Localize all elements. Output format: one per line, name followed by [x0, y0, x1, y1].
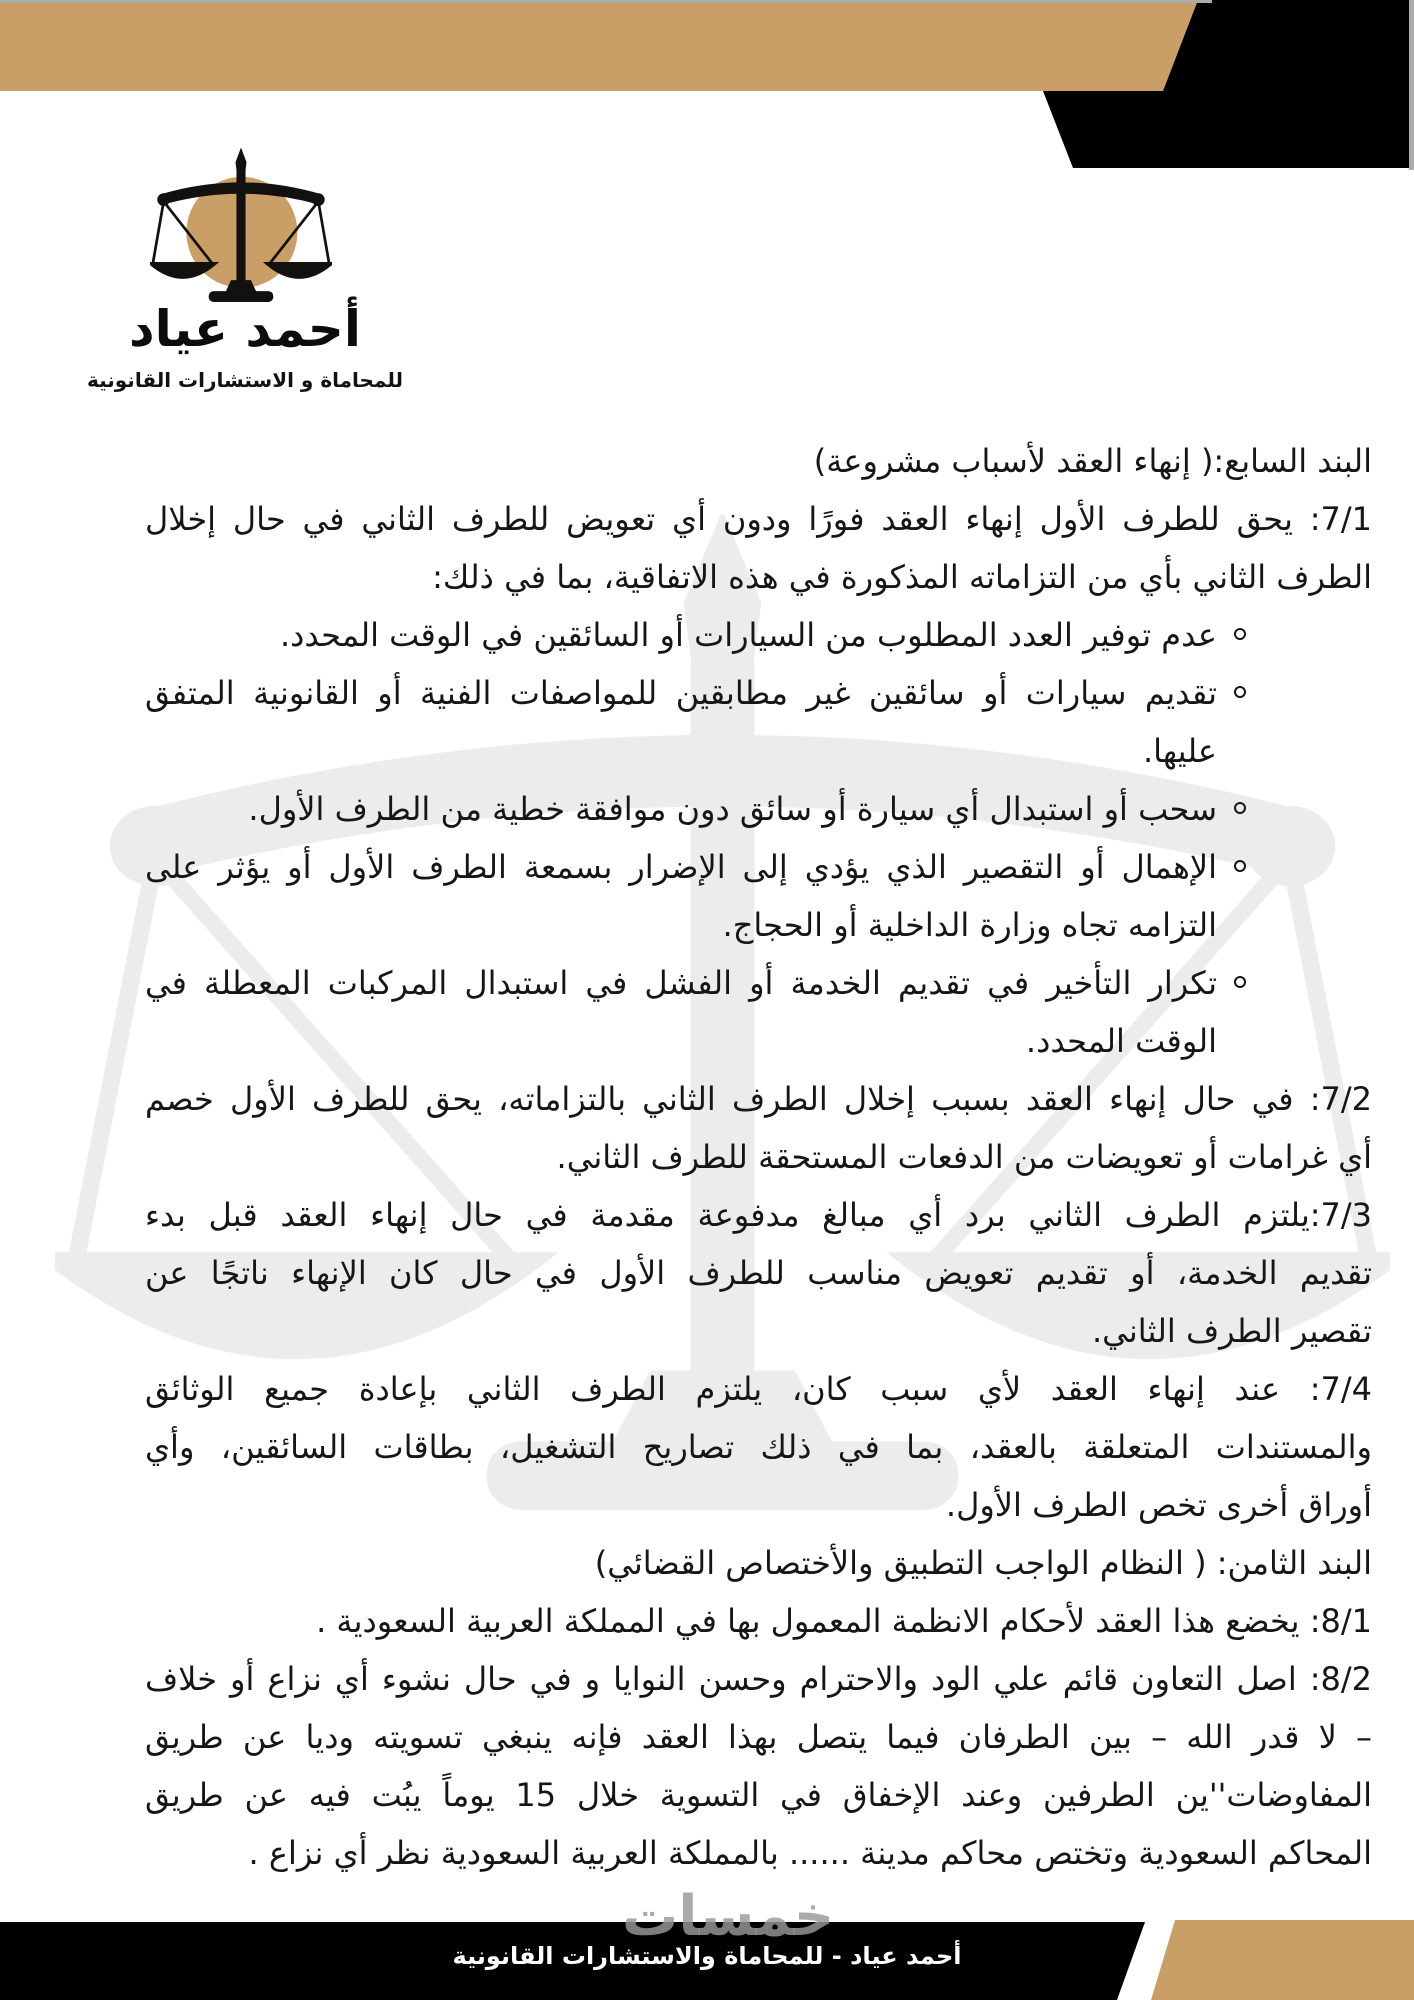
page-top-edge [0, 0, 1212, 3]
line-text: والمستندات المتعلقة بالعقد، بما في ذلك تصاريح التشغيل، بطاقات السائقين، وأي [145, 1428, 1372, 1466]
clause-text-line [145, 1824, 1372, 1882]
bullet-line [145, 838, 1372, 896]
bullet-continuation-line [145, 1012, 1372, 1070]
footer-firm-line: أحمد عياد - للمحاماة والاستشارات القانونية [452, 1942, 962, 1970]
clause-heading-line [145, 432, 1372, 490]
page-right-edge [1409, 0, 1414, 170]
line-text: 7/1: يحق للطرف الأول إنهاء العقد فورًا ودون أي تعويض للطرف الثاني في حال إخلال [145, 500, 1372, 538]
line-text: التزامه تجاه وزارة الداخلية أو الحجاج. [722, 906, 1217, 944]
line-text: الطرف الثاني بأي من التزاماته المذكورة في هذه الاتفاقية، بما في ذلك: [432, 558, 1372, 596]
line-text: 8/1: يخضع هذا العقد لأحكام الانظمة المعمول بها في المملكة العربية السعودية . [316, 1602, 1372, 1640]
bullet-line [145, 664, 1372, 722]
clause-heading-line [145, 1534, 1372, 1592]
line-text: الإهمال أو التقصير الذي يؤدي إلى الإضرار بسمعة الطرف الأول أو يؤثر على [145, 848, 1217, 886]
clause-text-line [145, 1186, 1372, 1244]
line-text: البند الثامن: ( النظام الواجب التطبيق والأختصاص القضائي) [594, 1544, 1372, 1582]
clause-text-line [145, 1128, 1372, 1186]
bullet-circle-icon [1234, 802, 1246, 814]
firm-name: أحمد عياد [129, 300, 361, 358]
clause-text-line [145, 1650, 1372, 1708]
clause-text-line [145, 1070, 1372, 1128]
clause-text-line [145, 1708, 1372, 1766]
line-text: تقديم الخدمة، أو تقديم تعويض مناسب للطرف الأول في حال كان الإنهاء ناتجًا عن [145, 1254, 1372, 1292]
marketplace-watermark: خمسات [622, 1884, 835, 1949]
clause-text-line [145, 1360, 1372, 1418]
bullet-continuation-line [145, 722, 1372, 780]
line-text: المفاوضات''ين الطرفين وعند الإخفاق في التسوية خلال 15 يوماً يبُت فيه عن طريق [145, 1776, 1373, 1814]
clause-text-line [145, 1302, 1372, 1360]
line-text: 8/2: اصل التعاون قائم علي الود والاحترام وحسن النوايا و في حال نشوء أي نزاع أو خلاف [145, 1660, 1372, 1698]
bullet-continuation-line [145, 896, 1372, 954]
line-text: 7/4: عند إنهاء العقد لأي سبب كان، يلتزم الطرف الثاني بإعادة جميع الوثائق [145, 1370, 1372, 1408]
line-text: الوقت المحدد. [1025, 1022, 1217, 1060]
clause-text-line [145, 1592, 1372, 1650]
clause-text-line [145, 1418, 1372, 1476]
clause-text-line [145, 1766, 1372, 1824]
line-text: 7/2: في حال إنهاء العقد بسبب إخلال الطرف الثاني بالتزاماته، يحق للطرف الأول خصم [145, 1080, 1372, 1118]
bullet-line [145, 954, 1372, 1012]
bullet-line [145, 606, 1372, 664]
bullet-circle-icon [1234, 976, 1246, 988]
line-text: تكرار التأخير في تقديم الخدمة أو الفشل في استبدال المركبات المعطلة في [145, 964, 1217, 1002]
clause-text-line [145, 1476, 1372, 1534]
clause-text-line [145, 548, 1372, 606]
bullet-circle-icon [1234, 860, 1246, 872]
line-text: أي غرامات أو تعويضات من الدفعات المستحقة للطرف الثاني. [556, 1138, 1372, 1176]
line-text: أوراق أخرى تخص الطرف الأول. [945, 1486, 1372, 1524]
firm-tagline: للمحاماة و الاستشارات القانونية [86, 368, 404, 392]
bullet-line [145, 780, 1372, 838]
line-text: البند السابع:( إنهاء العقد لأسباب مشروعة) [813, 442, 1372, 480]
line-text: عليها. [1142, 732, 1217, 770]
line-text: المحاكم السعودية وتختص محاكم مدينة ...... بالمملكة العربية السعودية نظر أي نزاع . [248, 1834, 1372, 1872]
bullet-circle-icon [1234, 628, 1246, 640]
line-text: تقديم سيارات أو سائقين غير مطابقين للمواصفات الفنية أو القانونية المتفق [145, 674, 1217, 712]
line-text: 7/3:يلتزم الطرف الثاني برد أي مبالغ مدفوعة مقدمة في حال إنهاء العقد قبل بدء [145, 1196, 1372, 1234]
line-text: – لا قدر الله – بين الطرفان فيما يتصل بهذا العقد فإنه ينبغي تسويته وديا عن طريق [145, 1718, 1372, 1756]
clause-text-line [145, 490, 1372, 548]
line-text: تقصير الطرف الثاني. [1091, 1312, 1372, 1350]
contract-body [145, 432, 1372, 1882]
scales-of-justice-icon [150, 147, 332, 305]
clause-text-line [145, 1244, 1372, 1302]
bullet-circle-icon [1234, 686, 1246, 698]
line-text: عدم توفير العدد المطلوب من السيارات أو السائقين في الوقت المحدد. [279, 616, 1217, 654]
line-text: سحب أو استبدال أي سيارة أو سائق دون موافقة خطية من الطرف الأول. [248, 790, 1217, 828]
